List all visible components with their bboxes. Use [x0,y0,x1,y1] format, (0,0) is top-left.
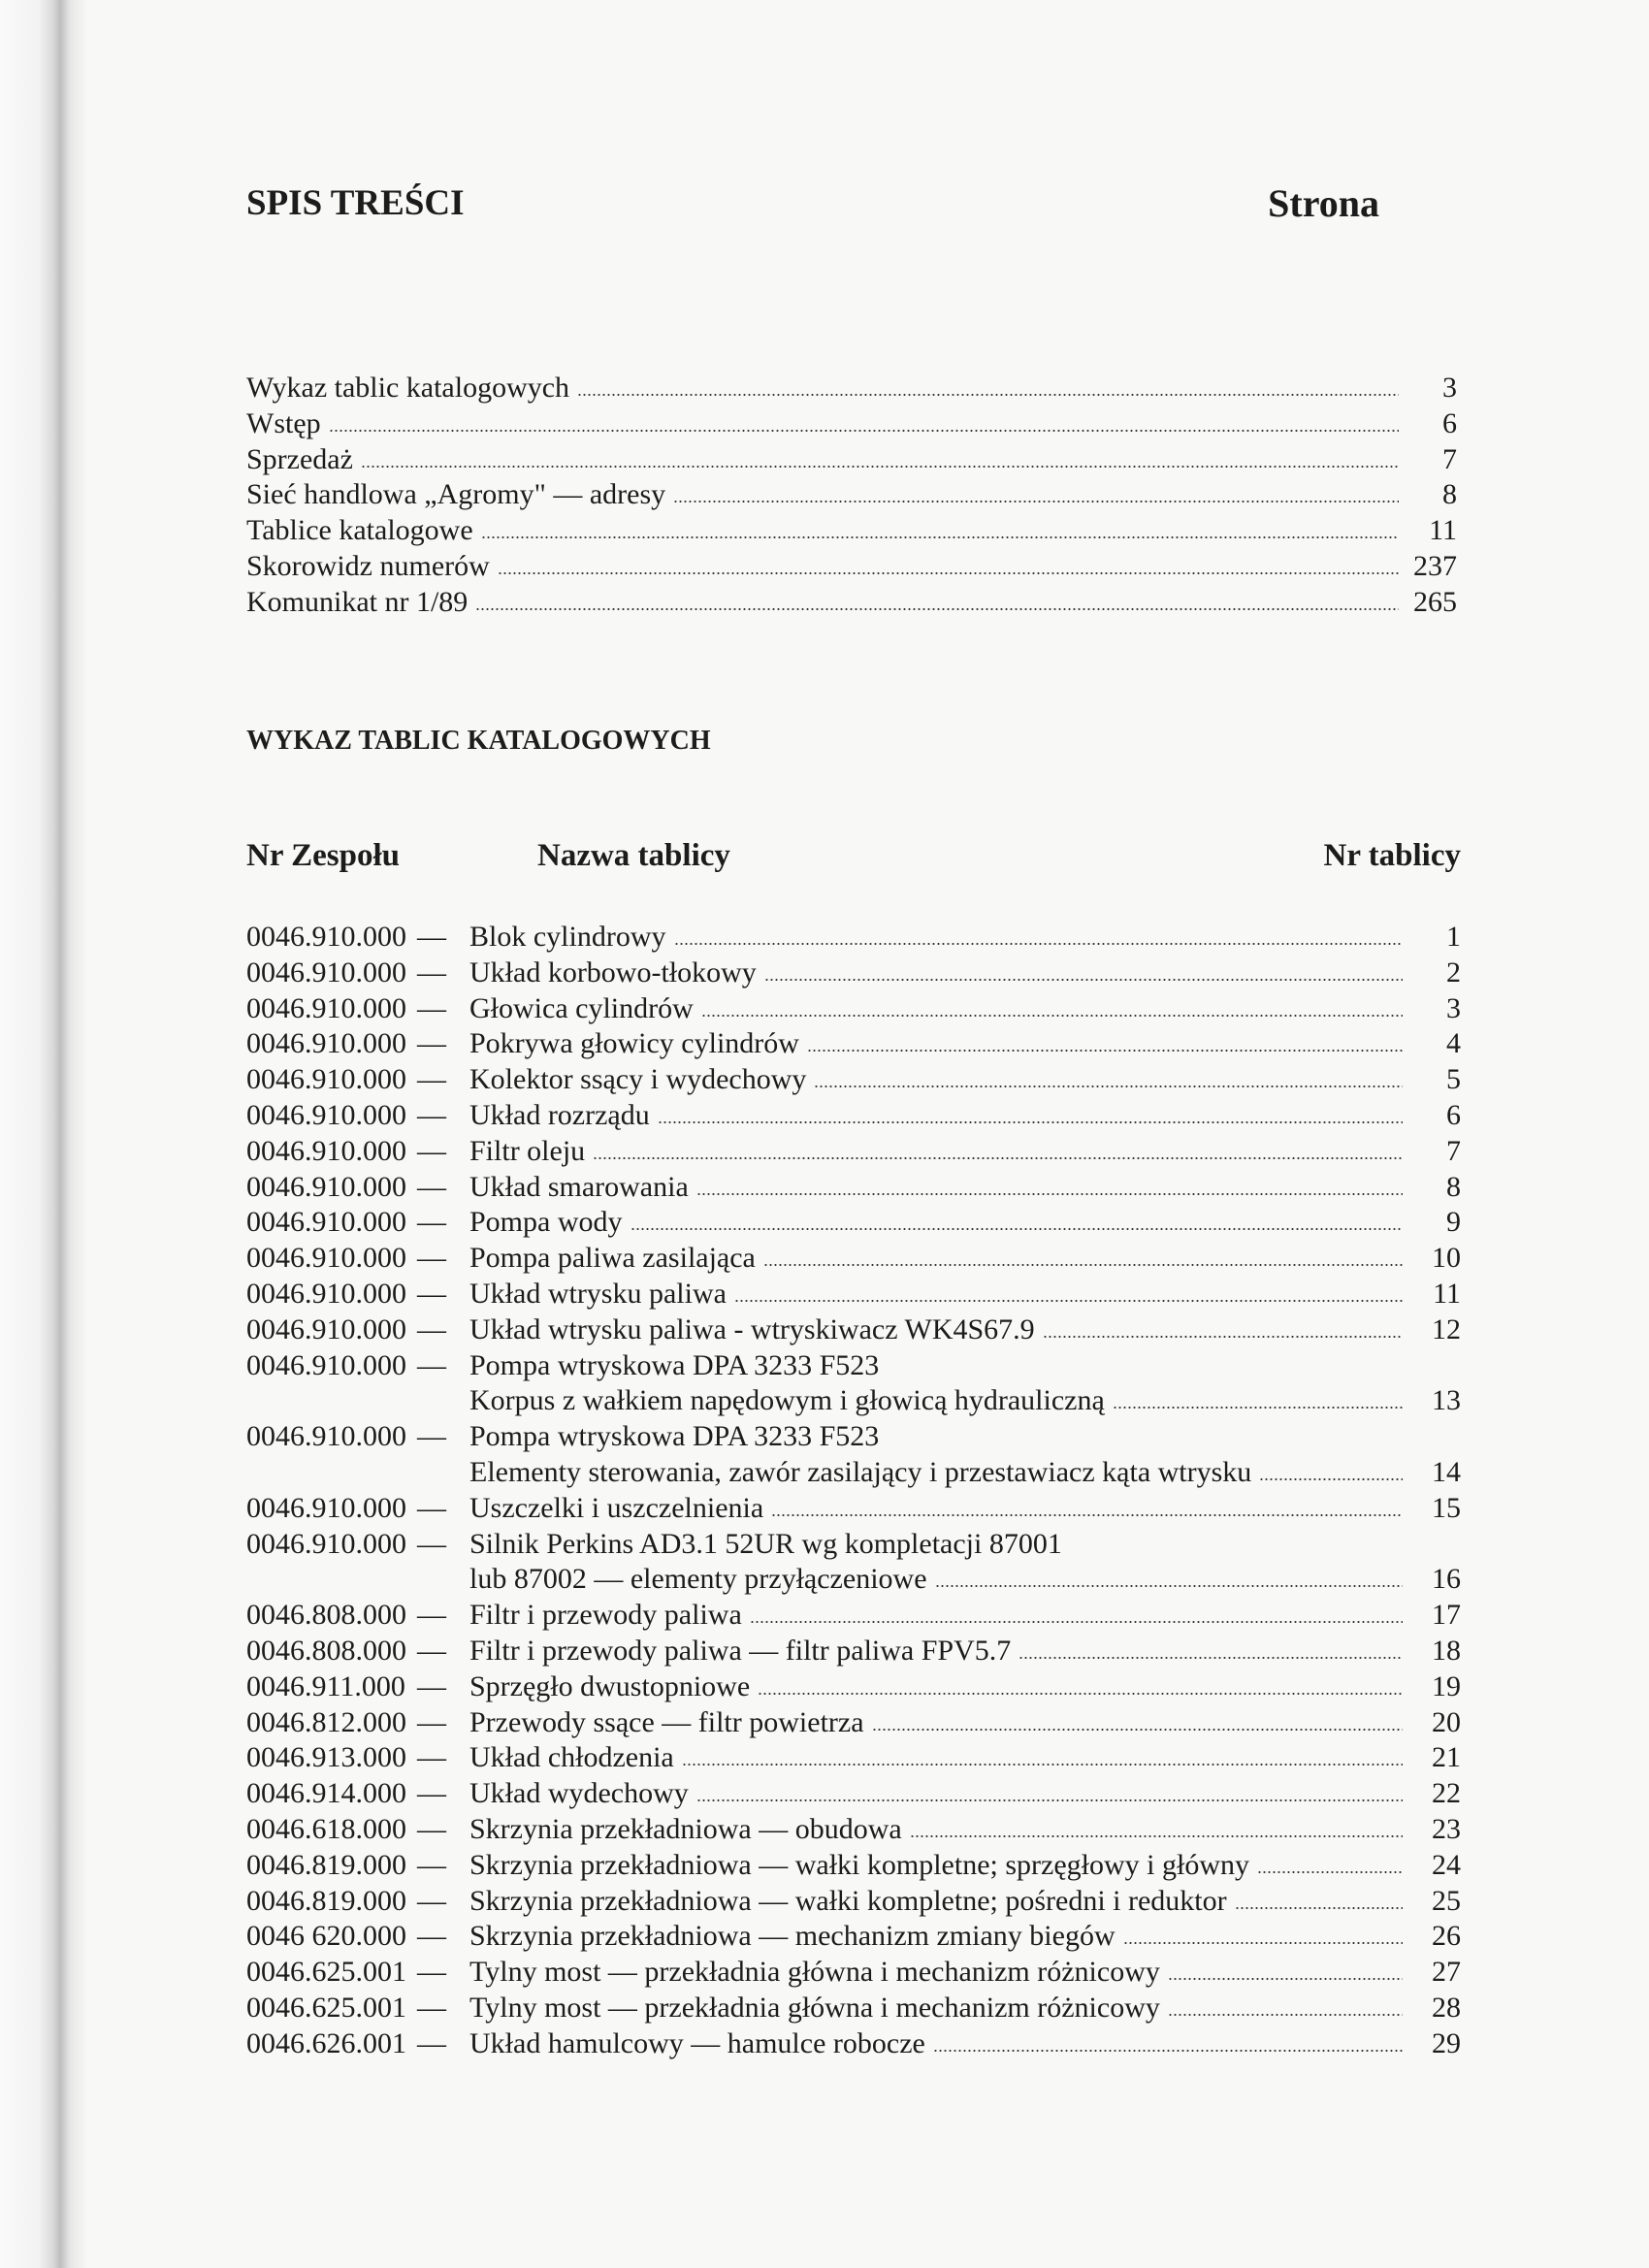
table-of-contents [246,371,1461,621]
entry-dash: — [417,1884,446,1917]
toc-entry [246,549,1457,585]
toc-entry-label: Wstęp [246,406,321,439]
entry-code: 0046.819.000 [246,1884,406,1917]
entry-dash: — [417,991,446,1024]
entry-code: 0046.910.000 [246,1312,406,1345]
catalog-entry [246,1919,1461,1955]
entry-number: 2 [1446,956,1461,988]
entry-dash: — [417,1669,446,1702]
entry-code: 0046.910.000 [246,1134,406,1167]
catalog-entry [246,956,1461,991]
entry-title: Uszczelki i uszczelnienia [469,1491,764,1524]
entry-title: Przewody ssące — filtr powietrza [469,1705,864,1738]
entry-dash: — [417,1956,446,1989]
entry-number: 24 [1432,1848,1461,1881]
entry-number: 9 [1446,1206,1461,1239]
entry-number: 23 [1432,1812,1461,1845]
dot-leader [764,978,1403,982]
entry-title: Pompa paliwa zasilająca [469,1242,756,1275]
catalog-entry [246,1419,1461,1455]
entry-number: 11 [1433,1277,1461,1310]
toc-entry-label: Skorowidz numerów [246,549,490,582]
dot-leader [935,1584,1403,1588]
entry-subtitle: Korpus z wałkiem napędowym i głowicą hydrauliczną [469,1384,1105,1417]
dot-leader [630,1227,1404,1231]
catalog-entry [246,1098,1461,1134]
entry-number: 13 [1432,1384,1461,1417]
catalog-heading: WYKAZ TABLIC KATALOGOWYCH [246,726,711,756]
catalog-entry [246,1634,1461,1669]
entry-title: Tylny most — przekładnia główna i mechanizm różnicowy [469,1991,1160,2024]
entry-dash: — [417,1848,446,1881]
entry-code: 0046.910.000 [246,1027,406,1060]
contents-title-row [246,182,1379,225]
toc-entry [246,406,1457,442]
dot-leader [1043,1335,1403,1339]
entry-code: 0046.910.000 [246,921,406,953]
entry-subtitle: Elementy sterowania, zawór zasilający i przestawiacz kąta wtrysku [469,1455,1252,1488]
catalog-entry-continuation [469,1383,1461,1419]
column-header-number: Nr tablicy [1323,838,1461,873]
entry-dash: — [417,2026,446,2059]
catalog-entry [246,1669,1461,1705]
entry-dash: — [417,1063,446,1096]
entry-code: 0046.910.000 [246,1277,406,1310]
entry-title: Układ wtrysku paliwa [469,1277,727,1310]
toc-entry-label: Wykaz tablic katalogowych [246,372,570,404]
catalog-entry [246,1776,1461,1812]
dot-leader [673,500,1399,503]
toc-entry-label: Tablice katalogowe [246,514,473,547]
dot-leader [481,535,1399,539]
catalog-list [246,920,1461,2062]
entry-dash: — [417,1920,446,1953]
entry-code: 0046.914.000 [246,1777,406,1810]
entry-dash: — [417,1527,446,1560]
dot-leader [475,607,1399,611]
entry-dash: — [417,1206,446,1239]
catalog-entry [246,1491,1461,1527]
dot-leader [498,571,1399,575]
toc-entry-page: 265 [1413,585,1457,618]
entry-title: Skrzynia przekładniowa — mechanizm zmiany biegów [469,1920,1116,1953]
entry-dash: — [417,1599,446,1632]
entry-number: 14 [1432,1455,1461,1488]
entry-number: 6 [1446,1098,1461,1131]
entry-dash: — [417,956,446,988]
entry-code: 0046.910.000 [246,1170,406,1203]
entry-code: 0046.625.001 [246,1956,406,1989]
entry-code: 0046.808.000 [246,1634,406,1667]
entry-dash: — [417,1312,446,1345]
catalog-entry [246,1170,1461,1206]
catalog-entry [246,1062,1461,1098]
catalog-entry [246,1205,1461,1241]
entry-subtitle: lub 87002 — elementy przyłączeniowe [469,1563,927,1596]
page-binding-shadow [0,0,87,2268]
entry-code: 0046.910.000 [246,956,406,988]
dot-leader [1168,1977,1403,1981]
dot-leader [814,1085,1403,1088]
catalog-entry [246,1991,1461,2026]
dot-leader [1259,1477,1403,1481]
entry-dash: — [417,921,446,953]
entry-number: 27 [1432,1956,1461,1989]
catalog-entry [246,991,1461,1027]
entry-code: 0046.910.000 [246,1420,406,1453]
entry-dash: — [417,1741,446,1774]
entry-number: 8 [1446,1170,1461,1203]
entry-number: 19 [1432,1669,1461,1702]
entry-dash: — [417,1170,446,1203]
catalog-entry [246,1848,1461,1884]
dot-leader [763,1263,1403,1267]
dot-leader [701,1014,1403,1018]
entry-number: 16 [1432,1563,1461,1596]
entry-code: 0046.812.000 [246,1705,406,1738]
entry-code: 0046.618.000 [246,1812,406,1845]
dot-leader [1168,2013,1403,2017]
catalog-entry [246,1705,1461,1741]
entry-title: Blok cylindrowy [469,921,666,953]
entry-dash: — [417,1098,446,1131]
dot-leader [872,1728,1403,1732]
entry-title: Układ wtrysku paliwa - wtryskiwacz WK4S67.9 [469,1312,1035,1345]
entry-code: 0046.910.000 [246,1527,406,1560]
entry-title: Pompa wtryskowa DPA 3233 F523 [469,1420,880,1453]
toc-entry-page: 7 [1442,442,1457,475]
catalog-entry [246,1598,1461,1634]
dot-leader [1123,1941,1403,1945]
dot-leader [696,1192,1403,1196]
entry-code: 0046.819.000 [246,1848,406,1881]
entry-code: 0046.910.000 [246,1206,406,1239]
entry-dash: — [417,1277,446,1310]
dot-leader [658,1120,1403,1124]
entry-dash: — [417,1634,446,1667]
entry-number: 17 [1432,1599,1461,1632]
entry-code: 0046.913.000 [246,1741,406,1774]
entry-code: 0046.910.000 [246,1063,406,1096]
catalog-entry-continuation [469,1455,1461,1491]
toc-entry-label: Sieć handlowa „Agromy" — adresy [246,478,666,511]
entry-code: 0046.910.000 [246,991,406,1024]
entry-number: 26 [1432,1920,1461,1953]
entry-dash: — [417,1705,446,1738]
toc-entry-page: 11 [1429,514,1457,547]
entry-number: 5 [1446,1063,1461,1096]
dot-leader [674,942,1404,946]
catalog-entry [246,1348,1461,1384]
dot-leader [1257,1870,1403,1874]
entry-title: Pokrywa głowicy cylindrów [469,1027,799,1060]
dot-leader [361,465,1399,469]
entry-dash: — [417,1134,446,1167]
entry-title: Skrzynia przekładniowa — obudowa [469,1812,902,1845]
entry-dash: — [417,1420,446,1453]
dot-leader [696,1798,1403,1802]
entry-title: Sprzęgło dwustopniowe [469,1669,751,1702]
catalog-entry [246,1277,1461,1312]
catalog-entry [246,1740,1461,1776]
entry-title: Układ rozrządu [469,1098,650,1131]
dot-leader [771,1513,1403,1517]
dot-leader [750,1620,1403,1624]
dot-leader [1018,1656,1403,1660]
toc-entry-page: 6 [1442,406,1457,439]
catalog-entry [246,1527,1461,1563]
entry-title: Układ chłodzenia [469,1741,674,1774]
entry-code: 0046.911.000 [246,1669,405,1702]
dot-leader [577,393,1399,397]
entry-number: 4 [1446,1027,1461,1060]
entry-title: Układ korbowo-tłokowy [469,956,757,988]
toc-entry-page: 237 [1413,549,1457,582]
entry-number: 3 [1446,991,1461,1024]
dot-leader [1235,1906,1403,1910]
column-header-code: Nr Zespołu [246,838,401,873]
toc-entry-page: 3 [1442,372,1457,404]
entry-title: Filtr i przewody paliwa — filtr paliwa FPV5.7 [469,1634,1012,1667]
entry-number: 22 [1432,1777,1461,1810]
dot-leader [758,1692,1403,1696]
entry-code: 0046.626.001 [246,2026,406,2059]
entry-code: 0046.910.000 [246,1491,406,1524]
entry-dash: — [417,1991,446,2024]
entry-title: Układ smarowania [469,1170,689,1203]
catalog-entry [246,1134,1461,1170]
entry-dash: — [417,1348,446,1381]
catalog-entry [246,2026,1461,2062]
entry-title: Kolektor ssący i wydechowy [469,1063,807,1096]
toc-entry [246,442,1457,478]
toc-entry-label: Sprzedaż [246,442,353,475]
entry-code: 0046.910.000 [246,1242,406,1275]
entry-number: 10 [1432,1242,1461,1275]
dot-leader [734,1299,1403,1303]
entry-title: Pompa wtryskowa DPA 3233 F523 [469,1348,880,1381]
contents-title: SPIS TREŚCI [246,183,465,223]
entry-code: 0046 620.000 [246,1920,406,1953]
dot-leader [807,1049,1403,1053]
catalog-entry [246,1026,1461,1062]
catalog-entry-continuation [469,1562,1461,1598]
column-header-name: Nazwa tablicy [537,838,730,873]
entry-title: Pompa wody [469,1206,623,1239]
catalog-entry [246,1241,1461,1277]
toc-entry [246,371,1457,406]
entry-title: Skrzynia przekładniowa — wałki kompletne; pośredni i reduktor [469,1884,1227,1917]
entry-number: 7 [1446,1134,1461,1167]
entry-number: 15 [1432,1491,1461,1524]
entry-number: 12 [1432,1312,1461,1345]
toc-entry-label: Komunikat nr 1/89 [246,585,469,618]
toc-entry [246,477,1457,513]
entry-code: 0046.910.000 [246,1348,406,1381]
dot-leader [1113,1406,1403,1409]
dot-leader [593,1156,1403,1160]
entry-number: 20 [1432,1705,1461,1738]
entry-title: Silnik Perkins AD3.1 52UR wg kompletacji 87001 [469,1527,1062,1560]
entry-title: Filtr oleju [469,1134,586,1167]
toc-entry [246,513,1457,549]
toc-entry [246,585,1457,621]
entry-dash: — [417,1777,446,1810]
entry-dash: — [417,1491,446,1524]
toc-entry-page: 8 [1442,478,1457,511]
entry-title: Układ wydechowy [469,1777,689,1810]
entry-title: Tylny most — przekładnia główna i mechanizm różnicowy [469,1956,1160,1989]
entry-number: 18 [1432,1634,1461,1667]
dot-leader [910,1834,1403,1838]
catalog-entry [246,920,1461,956]
entry-dash: — [417,1812,446,1845]
catalog-entry [246,1312,1461,1348]
entry-code: 0046.625.001 [246,1991,406,2024]
entry-dash: — [417,1027,446,1060]
page-column-header: Strona [1268,181,1379,225]
entry-number: 25 [1432,1884,1461,1917]
catalog-entry [246,1955,1461,1991]
entry-number: 28 [1432,1991,1461,2024]
entry-code: 0046.808.000 [246,1599,406,1632]
entry-title: Skrzynia przekładniowa — wałki kompletne; sprzęgłowy i główny [469,1848,1249,1881]
entry-code: 0046.910.000 [246,1098,406,1131]
entry-number: 29 [1432,2026,1461,2059]
entry-dash: — [417,1242,446,1275]
catalog-entry [246,1884,1461,1920]
catalog-entry [246,1812,1461,1848]
dot-leader [682,1763,1403,1766]
entry-number: 21 [1432,1741,1461,1774]
entry-title: Filtr i przewody paliwa [469,1599,742,1632]
dot-leader [329,429,1399,433]
dot-leader [933,2049,1403,2053]
entry-title: Układ hamulcowy — hamulce robocze [469,2026,925,2059]
entry-title: Głowica cylindrów [469,991,694,1024]
entry-number: 1 [1446,921,1461,953]
